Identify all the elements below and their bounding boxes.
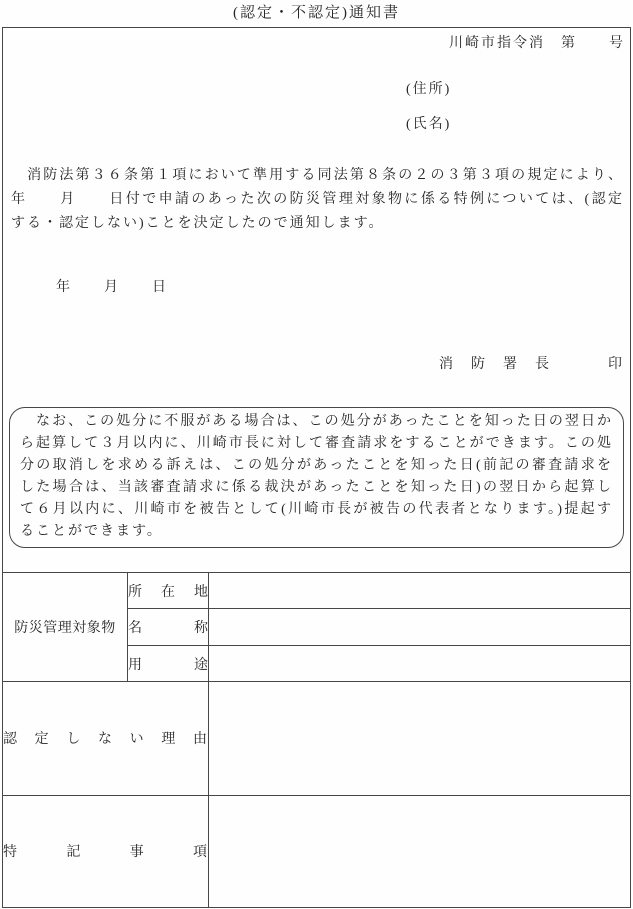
denial-reason-value-cell: [209, 682, 631, 795]
site-address-value-cell: [209, 573, 631, 609]
denial-reason-label-cell: 認定しない理由: [3, 682, 209, 795]
document-title: (認定・不認定)通知書: [233, 5, 400, 21]
signature-row: [3, 353, 630, 377]
property-name-value-cell: [209, 609, 631, 646]
notification-body-paragraph: 消防法第３６条第１項において準用する同法第８条の２の３第３項の規定により、年 月 日付で申請のあった次の防災管理対象物に係る特例については、(認定する・認定しない)ことを決定したので通知します。: [11, 168, 624, 231]
table-row: [3, 682, 631, 795]
property-use-label-cell: 用途: [128, 646, 209, 682]
site-address-label-cell: 所在地: [128, 573, 209, 609]
property-details-table: [2, 572, 631, 908]
property-group-label-cell: 防災管理対象物: [3, 573, 128, 682]
table-row: [3, 795, 631, 907]
special-notes-value-cell: [209, 795, 631, 907]
seal-placeholder-label: 印: [608, 357, 624, 372]
table-row: [3, 573, 631, 609]
property-use-value-cell: [209, 646, 631, 682]
recipient-name-label: (氏名): [406, 117, 452, 132]
special-notes-label-cell: 特記事項: [3, 795, 209, 907]
recipient-address-label: (住所): [406, 82, 452, 97]
issue-date-line: 年 月 日: [56, 280, 168, 295]
fire-chief-signature-label: 消 防 署 長: [439, 357, 551, 372]
document-number-line: 川崎市指令消 第 号: [449, 36, 625, 51]
appeal-notice-box: [9, 407, 624, 548]
property-name-label-cell: 名称: [128, 609, 209, 646]
appeal-notice-text: なお、この処分に不服がある場合は、この処分があったことを知った日の翌日から起算して３月以内に、川崎市長に対して審査請求をすることができます。この処分の取消しを求める訴えは、この処分があったことを知った日(前記の審査請求をした場合は、当該審査請求に係る裁決があったことを知った日)の翌日から起算して６月以内に、川崎市を被告として(川崎市長が被告の代表者となります。)提起することができます。: [20, 414, 613, 539]
